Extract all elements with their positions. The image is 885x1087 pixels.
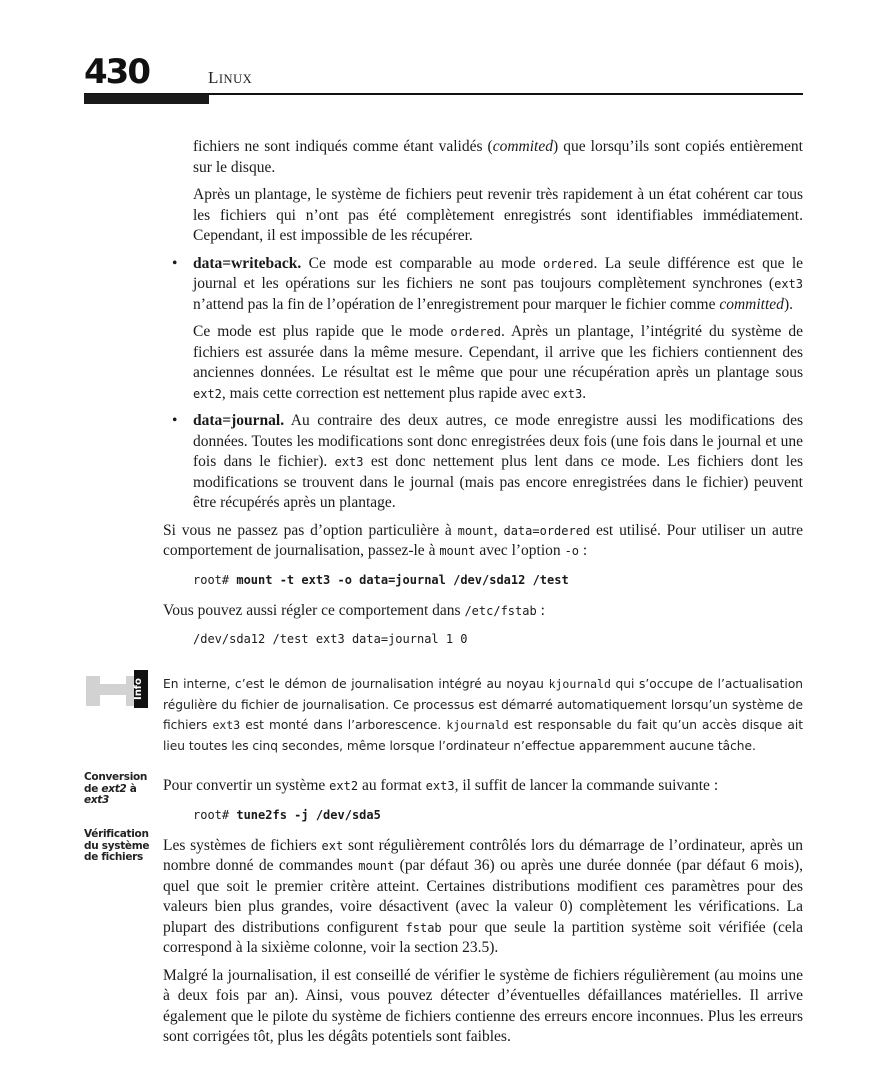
- inline-code: mount: [457, 523, 494, 538]
- running-title-rest: INUX: [218, 72, 253, 86]
- bullet-writeback: [172, 254, 803, 316]
- text-run: (par défaut 36) ou après une durée donnée (par défaut 6 mois), quel que soit le premier critère atteint. Certaines distributions modifient ces paramètres pour des valeurs bien plus grandes, voire désactivent (avec la valeur 0) complètement les vérifications. La plupart des distributions configurent: [163, 857, 804, 936]
- text-run: Pour convertir un système: [163, 777, 330, 794]
- text-run: .: [582, 384, 587, 402]
- text-run: Vous pouvez aussi régler ce comportement dans: [163, 601, 465, 619]
- code-tune2fs-command: [193, 806, 803, 824]
- paragraph-crash-recovery: [193, 185, 803, 247]
- text-run: . La seule différence est que le journal et les opérations sur les fichiers ne sont pas toujours complètement synchrones (: [193, 254, 803, 292]
- text-run: est monté dans l’arborescence.: [240, 718, 447, 732]
- text-run: au format: [358, 777, 426, 794]
- paragraph-continued: [193, 137, 803, 178]
- inline-code: ext3: [334, 455, 364, 469]
- paragraph-writeback-speed: [193, 322, 803, 404]
- inline-code: ext3: [553, 386, 583, 401]
- side-note-verification: [84, 829, 158, 864]
- inline-code: ordered: [542, 256, 594, 271]
- text-run: est responsable du fait qu’un accès disque ait lieu toutes les cinq secondes, même lorsque l’ordinateur n’effectue apparemment aucune tâche.: [163, 718, 803, 753]
- text-run: , il suffit de lancer la commande suivante :: [454, 777, 719, 794]
- inline-code: /etc/fstab: [464, 603, 537, 618]
- bold-text: data=journal.: [193, 412, 285, 429]
- text-run: :: [536, 601, 545, 619]
- inline-code: fstab: [405, 920, 442, 935]
- text-run: ).: [783, 295, 793, 313]
- text-run: est utilisé. Pour utiliser un autre comportement de journalisation, passez-le à: [163, 521, 803, 559]
- info-icon: [86, 670, 148, 708]
- italic-text: committed: [719, 295, 784, 313]
- info-label: Info: [133, 677, 144, 701]
- text-run: ,: [493, 521, 504, 539]
- bullet-dot: •: [172, 254, 178, 272]
- italic-text: commited: [492, 138, 553, 155]
- paragraph-journal-advice: [163, 966, 803, 1048]
- italic-text: ext3: [84, 794, 110, 806]
- italic-text: ext2: [101, 782, 127, 795]
- inline-code: kjournald: [548, 677, 611, 691]
- text-run: fichiers ne sont indiqués comme étant validés (: [193, 138, 493, 155]
- bullet-writeback-text: [193, 255, 803, 313]
- text-run: En interne, c’est le démon de journalisation intégré au noyau: [163, 677, 549, 691]
- paragraph-fs-check: [163, 836, 803, 959]
- text-run: pour que seule la partition système soit vérifiée (cela correspond à la sixième colonne, voir la section 23.5).: [163, 918, 803, 956]
- page-body: [163, 137, 803, 1055]
- bold-text: data=writeback.: [193, 254, 302, 272]
- paragraph-fstab: [163, 601, 803, 622]
- text-run: Ce mode est comparable au mode: [301, 254, 543, 272]
- text-run: avec l’option: [475, 542, 565, 559]
- bullet-dot: •: [172, 412, 178, 429]
- inline-code: ext3: [212, 718, 241, 732]
- inline-code: kjournald: [446, 718, 509, 732]
- code-fstab-line: [193, 630, 803, 648]
- inline-code: ext3: [425, 779, 455, 793]
- inline-code: ext3: [774, 277, 803, 291]
- text-run: Au contraire des deux autres, ce mode enregistre aussi les modifications des données. Toutes les modifications sont donc enregistrées deux fois (une fois dans le journal et une fois dans le fichier).: [193, 412, 803, 470]
- page-number: 430: [84, 52, 149, 92]
- bullet-journal: [172, 411, 803, 514]
- paragraph-default-mode: [163, 521, 803, 562]
- text-run: /dev/sda12 /test ext3 data=journal 1 0: [193, 632, 468, 646]
- text-run: ) que lorsqu’ils sont copiés entièrement sur le disque.: [193, 138, 803, 176]
- text-run: n’attend pas la fin de l’opération de l’enregistrement pour marquer le fichier comme: [193, 295, 720, 313]
- inline-code: mount: [439, 544, 476, 558]
- text-run: Conversion de: [84, 771, 148, 795]
- code-mount-command: [193, 571, 803, 589]
- text-run: Vérification du système de fichiers: [84, 828, 150, 863]
- bold-text: tune2fs -j /dev/sda5: [236, 807, 381, 822]
- inline-code: -o: [564, 544, 580, 558]
- inline-code: ordered: [450, 325, 501, 339]
- text-run: qui s’occupe de l’actualisation régulière du fichier de journalisation. Ce processus est démarré automatiquement lorsqu’un système de fichiers: [163, 677, 803, 732]
- text-run: Si vous ne passez pas d’option particulière à: [163, 521, 458, 539]
- text-run: . Après un plantage, l’intégrité du système de fichiers est assurée dans la même mesure. Cependant, il arrive que les fichiers contiennent des anciennes données. Le résultat est le même que pour une récupération après un plantage sous: [193, 323, 803, 381]
- text-run: root#: [193, 572, 237, 587]
- inline-code: ext2: [193, 386, 222, 401]
- bullet-journal-text: [193, 412, 803, 511]
- text-run: :: [579, 542, 588, 559]
- running-title: [208, 68, 252, 89]
- header-bar: [84, 94, 209, 104]
- inline-code: mount: [358, 859, 395, 873]
- inline-code: data=ordered: [503, 523, 591, 538]
- inline-code: ext: [321, 838, 344, 853]
- bold-text: mount -t ext3 -o data=journal /dev/sda12 /test: [236, 572, 569, 587]
- text-run: Les systèmes de fichiers: [163, 836, 322, 854]
- text-run: , mais cette correction est nettement plus rapide avec: [221, 384, 554, 402]
- text-run: à: [126, 782, 137, 795]
- text-run: Ce mode est plus rapide que le mode: [193, 323, 451, 340]
- text-run: sont régulièrement contrôlés lors du démarrage de l’ordinateur, après un nombre donné de commandes: [163, 836, 803, 874]
- running-title-initial: L: [208, 68, 219, 87]
- inline-code: ext2: [329, 779, 359, 793]
- text-run: root#: [193, 807, 237, 822]
- text-run: est donc nettement plus lent dans ce mode. Les fichiers dont les modifications se trouvent dans le journal (mais pas encore enregistrées dans le fichier) peuvent être récupérés après un plantage.: [193, 453, 803, 511]
- info-note: [163, 674, 803, 756]
- text-run: Malgré la journalisation, il est conseillé de vérifier le système de fichiers régulièrement (au moins une à deux fois par an). Ainsi, vous pouvez détecter d’éventuelles défaillances matérielles. Il arrive également que le pilote du système de fichiers contienne des erreurs encore inconnues. Plus les erreurs sont corrigées tôt, plus les dégâts potentiels sont faibles.: [163, 966, 803, 1045]
- text-run: Après un plantage, le système de fichiers peut revenir très rapidement à un état cohérent car tous les fichiers qui n’ont pas été complètement enregistrés sont identifiables immédiatement. Cependant, il est impossible de les récupérer.: [193, 186, 803, 244]
- side-note-conversion: [84, 772, 158, 807]
- paragraph-convert: [163, 776, 803, 797]
